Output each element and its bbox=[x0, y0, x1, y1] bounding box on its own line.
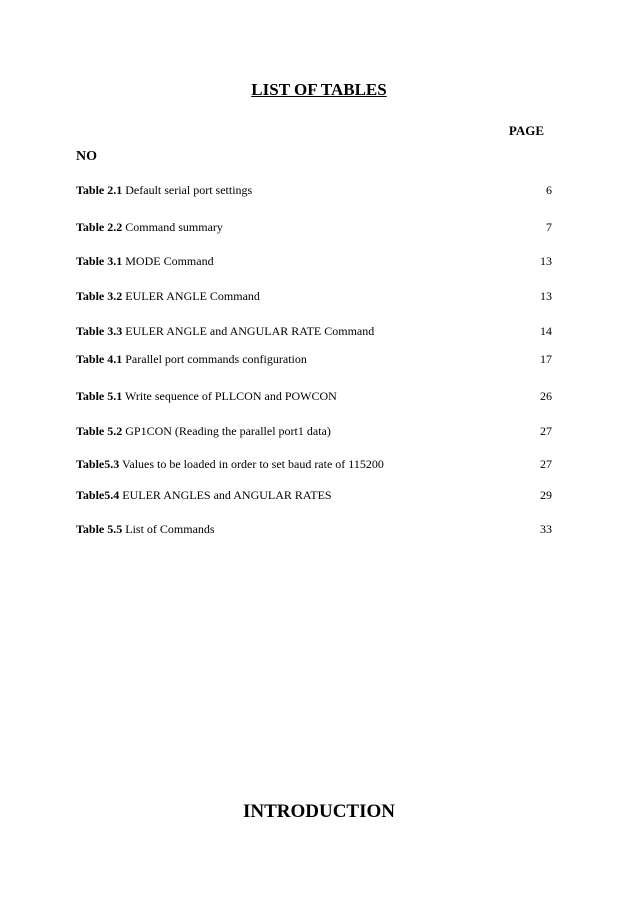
table-number: Table 4.1 bbox=[76, 352, 123, 366]
table-caption: EULER ANGLE Command bbox=[122, 289, 260, 303]
table-page-number: 13 bbox=[540, 289, 552, 303]
table-caption: Parallel port commands configuration bbox=[122, 352, 307, 366]
table-list-item bbox=[76, 456, 552, 472]
table-list-item bbox=[76, 182, 552, 198]
table-number: Table 5.2 bbox=[76, 424, 123, 438]
no-column-header: NO bbox=[76, 149, 97, 164]
table-list-item bbox=[76, 423, 552, 439]
table-entry-label bbox=[76, 423, 331, 439]
table-list-item bbox=[76, 253, 552, 269]
table-entry-label bbox=[76, 351, 307, 367]
table-entry-label bbox=[76, 388, 337, 404]
table-number: Table 3.2 bbox=[76, 289, 123, 303]
table-number: Table 3.3 bbox=[76, 324, 123, 338]
table-caption: List of Commands bbox=[122, 522, 215, 536]
table-page-number: 27 bbox=[540, 457, 552, 471]
table-list-item bbox=[76, 323, 552, 339]
table-page-number: 29 bbox=[540, 488, 552, 502]
table-number: Table5.4 bbox=[76, 488, 120, 502]
table-entry-label bbox=[76, 521, 215, 537]
table-entry-label bbox=[76, 253, 214, 269]
table-caption: EULER ANGLE and ANGULAR RATE Command bbox=[122, 324, 375, 338]
next-section-heading: INTRODUCTION bbox=[242, 801, 396, 822]
table-entry-label bbox=[76, 182, 252, 198]
table-entry-label bbox=[76, 323, 374, 339]
table-entry-label bbox=[76, 456, 384, 472]
table-caption: EULER ANGLES and ANGULAR RATES bbox=[119, 488, 332, 502]
table-number: Table 2.2 bbox=[76, 220, 123, 234]
table-page-number: 26 bbox=[540, 389, 552, 403]
table-caption: Default serial port settings bbox=[122, 183, 253, 197]
table-list-item bbox=[76, 288, 552, 304]
table-page-number: 33 bbox=[540, 522, 552, 536]
table-list-item bbox=[76, 521, 552, 537]
table-caption: MODE Command bbox=[122, 254, 214, 268]
table-entry-label bbox=[76, 487, 332, 503]
table-page-number: 6 bbox=[546, 183, 552, 197]
table-entry-label bbox=[76, 288, 260, 304]
table-list-item bbox=[76, 351, 552, 367]
table-page-number: 13 bbox=[540, 254, 552, 268]
table-number: Table5.3 bbox=[76, 457, 120, 471]
table-number: Table 5.5 bbox=[76, 522, 123, 536]
table-page-number: 17 bbox=[540, 352, 552, 366]
table-caption: Write sequence of PLLCON and POWCON bbox=[122, 389, 337, 403]
table-caption: Values to be loaded in order to set baud rate of 115200 bbox=[119, 457, 384, 471]
table-number: Table 3.1 bbox=[76, 254, 123, 268]
table-page-number: 14 bbox=[540, 324, 552, 338]
table-number: Table 5.1 bbox=[76, 389, 123, 403]
table-page-number: 7 bbox=[546, 220, 552, 234]
page-title: LIST OF TABLES bbox=[251, 80, 387, 99]
table-list-item bbox=[76, 487, 552, 503]
table-caption: Command summary bbox=[122, 220, 223, 234]
table-entry-label bbox=[76, 219, 223, 235]
table-number: Table 2.1 bbox=[76, 183, 123, 197]
table-page-number: 27 bbox=[540, 424, 552, 438]
table-list-item bbox=[76, 219, 552, 235]
table-list-item bbox=[76, 388, 552, 404]
page-column-header: PAGE bbox=[508, 123, 544, 138]
table-caption: GP1CON (Reading the parallel port1 data) bbox=[122, 424, 331, 438]
